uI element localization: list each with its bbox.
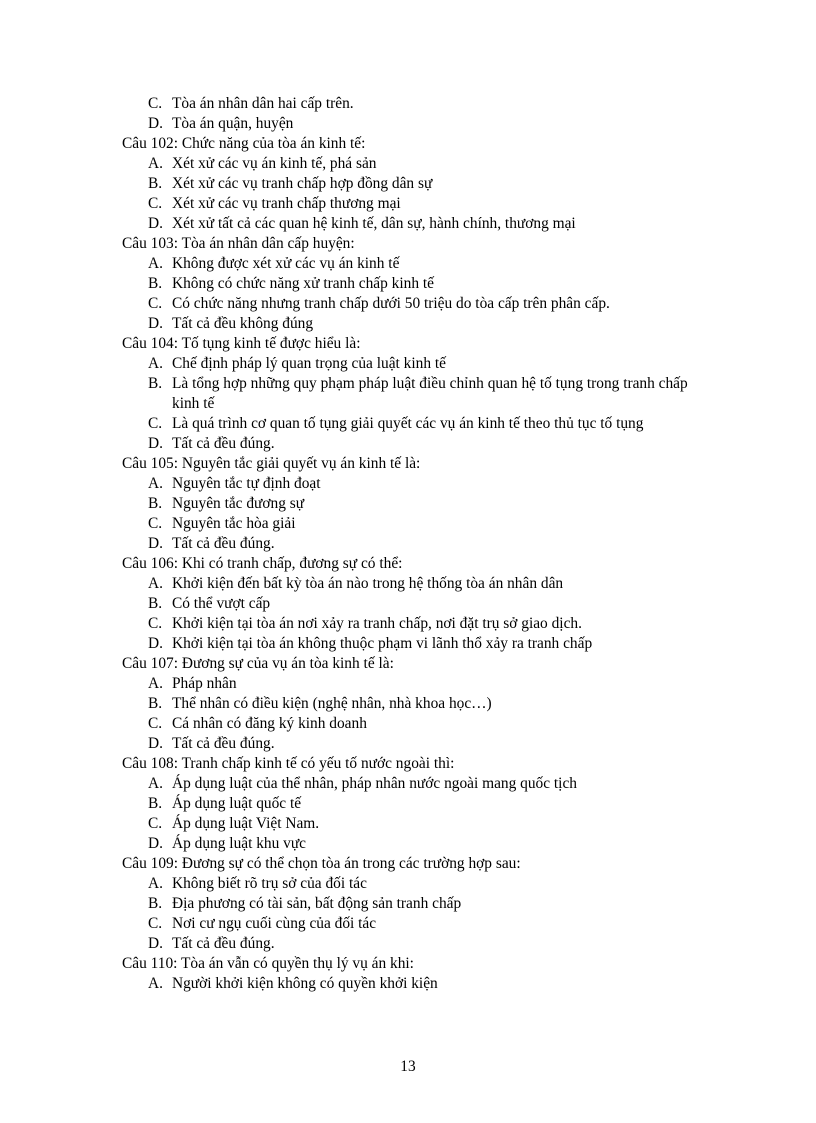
answer-option [122, 254, 712, 274]
option-letter: D. [148, 535, 163, 552]
answer-option [122, 634, 712, 654]
option-text: Thể nhân có điều kiện (nghệ nhân, nhà khoa học…) [172, 695, 492, 712]
question-heading: Câu 105: Nguyên tắc giải quyết vụ án kinh tế là: [122, 455, 421, 472]
option-letter: B. [148, 895, 163, 912]
answer-option [122, 794, 712, 814]
option-text: Nguyên tắc tự định đoạt [172, 475, 321, 492]
question-heading: Câu 103: Tòa án nhân dân cấp huyện: [122, 235, 355, 252]
option-text: Khởi kiện đến bất kỳ tòa án nào trong hệ thống tòa án nhân dân [172, 575, 564, 592]
option-letter: C. [148, 615, 163, 632]
option-text: Không được xét xử các vụ án kinh tế [172, 255, 400, 272]
option-text: Tòa án quận, huyện [172, 115, 294, 132]
answer-option [122, 614, 712, 634]
answer-option [122, 274, 712, 294]
option-text: Tòa án nhân dân hai cấp trên. [172, 95, 354, 112]
answer-option [122, 514, 712, 534]
option-text: Không có chức năng xử tranh chấp kinh tế [172, 275, 435, 292]
answer-option [122, 94, 712, 114]
option-text: Áp dụng luật của thể nhân, pháp nhân nước ngoài mang quốc tịch [172, 775, 577, 792]
answer-option [122, 774, 712, 794]
option-letter: D. [148, 735, 163, 752]
answer-option [122, 474, 712, 494]
question-heading: Câu 107: Đương sự của vụ án tòa kinh tế là: [122, 655, 394, 672]
option-letter: A. [148, 575, 163, 592]
answer-option [122, 714, 712, 734]
option-letter: B. [148, 795, 163, 812]
answer-option [122, 874, 712, 894]
option-letter: C. [148, 195, 163, 212]
option-letter: D. [148, 215, 163, 232]
option-letter: D. [148, 315, 163, 332]
answer-option [122, 894, 712, 914]
option-text: Chế định pháp lý quan trọng của luật kinh tế [172, 355, 446, 372]
option-letter: C. [148, 415, 163, 432]
option-text: Xét xử các vụ án kinh tế, phá sản [172, 155, 377, 172]
answer-option [122, 314, 712, 334]
option-text: Người khởi kiện không có quyền khởi kiện [172, 975, 438, 992]
answer-option [122, 374, 712, 414]
option-letter: C. [148, 95, 163, 112]
option-text: Có thể vượt cấp [172, 595, 271, 612]
answer-option [122, 154, 712, 174]
answer-option [122, 174, 712, 194]
option-letter: D. [148, 935, 163, 952]
question-heading: Câu 102: Chức năng của tòa án kinh tế: [122, 135, 366, 152]
option-letter: A. [148, 875, 163, 892]
option-text: Tất cả đều không đúng [172, 315, 314, 332]
answer-option [122, 294, 712, 314]
answer-option [122, 594, 712, 614]
option-text: Không biết rõ trụ sở của đối tác [172, 875, 367, 892]
option-letter: D. [148, 435, 163, 452]
answer-option [122, 194, 712, 214]
answer-option [122, 534, 712, 554]
question-heading: Câu 106: Khi có tranh chấp, đương sự có thể: [122, 555, 403, 572]
answer-option [122, 974, 712, 994]
answer-option [122, 734, 712, 754]
option-letter: D. [148, 115, 163, 132]
answer-option [122, 694, 712, 714]
option-letter: B. [148, 175, 163, 192]
answer-option [122, 214, 712, 234]
option-text: Xét xử các vụ tranh chấp thương mại [172, 195, 401, 212]
option-letter: B. [148, 595, 163, 612]
option-text: Xét xử tất cả các quan hệ kinh tế, dân sự, hành chính, thương mại [172, 215, 576, 232]
option-text: Xét xử các vụ tranh chấp hợp đồng dân sự [172, 175, 433, 192]
option-text: Nơi cư ngụ cuối cùng của đối tác [172, 915, 377, 932]
option-letter: C. [148, 515, 163, 532]
option-letter: A. [148, 355, 163, 372]
option-text: Tất cả đều đúng. [172, 435, 275, 452]
option-text: Áp dụng luật khu vực [172, 835, 307, 852]
option-text: Áp dụng luật Việt Nam. [172, 815, 320, 832]
option-letter: C. [148, 915, 163, 932]
option-letter: B. [148, 275, 163, 292]
option-text: Khởi kiện tại tòa án nơi xảy ra tranh chấp, nơi đặt trụ sở giao dịch. [172, 615, 582, 632]
option-letter: B. [148, 695, 163, 712]
answer-option [122, 354, 712, 374]
option-letter: A. [148, 155, 163, 172]
question-heading: Câu 104: Tố tụng kinh tế được hiểu là: [122, 335, 361, 352]
answer-option [122, 494, 712, 514]
question-heading: Câu 110: Tòa án vẫn có quyền thụ lý vụ án khi: [122, 955, 414, 972]
option-text: Có chức năng nhưng tranh chấp dưới 50 triệu do tòa cấp trên phân cấp. [172, 295, 610, 312]
option-text: Áp dụng luật quốc tế [172, 795, 302, 812]
option-text: Nguyên tắc hòa giải [172, 515, 296, 532]
option-letter: A. [148, 475, 163, 492]
option-text: Tất cả đều đúng. [172, 735, 275, 752]
answer-option [122, 674, 712, 694]
answer-option [122, 114, 712, 134]
answer-option [122, 934, 712, 954]
option-text: Là tổng hợp những quy phạm pháp luật điều chỉnh quan hệ tố tụng trong tranh chấp kinh tế [172, 375, 688, 412]
answer-option [122, 914, 712, 934]
page-number: 13 [400, 1058, 416, 1075]
option-text: Tất cả đều đúng. [172, 935, 275, 952]
option-text: Pháp nhân [172, 675, 237, 692]
answer-option [122, 414, 712, 434]
option-text: Nguyên tắc đương sự [172, 495, 305, 512]
question-heading: Câu 108: Tranh chấp kinh tế có yếu tố nước ngoài thì: [122, 755, 455, 772]
option-letter: B. [148, 495, 163, 512]
option-text: Địa phương có tài sản, bất động sản tranh chấp [172, 895, 462, 912]
question-list [122, 94, 712, 994]
option-letter: A. [148, 255, 163, 272]
option-letter: A. [148, 775, 163, 792]
option-letter: C. [148, 295, 163, 312]
answer-option [122, 434, 712, 454]
option-letter: C. [148, 815, 163, 832]
option-text: Tất cả đều đúng. [172, 535, 275, 552]
option-text: Cá nhân có đăng ký kinh doanh [172, 715, 367, 732]
option-letter: B. [148, 375, 163, 392]
answer-option [122, 574, 712, 594]
question-heading: Câu 109: Đương sự có thể chọn tòa án trong các trường hợp sau: [122, 855, 521, 872]
answer-option [122, 834, 712, 854]
option-letter: D. [148, 835, 163, 852]
option-text: Là quá trình cơ quan tố tụng giải quyết các vụ án kinh tế theo thủ tục tố tụng [172, 415, 644, 432]
answer-option [122, 814, 712, 834]
option-letter: D. [148, 635, 163, 652]
option-letter: A. [148, 675, 163, 692]
option-text: Khởi kiện tại tòa án không thuộc phạm vi lãnh thổ xảy ra tranh chấp [172, 635, 593, 652]
option-letter: C. [148, 715, 163, 732]
option-letter: A. [148, 975, 163, 992]
